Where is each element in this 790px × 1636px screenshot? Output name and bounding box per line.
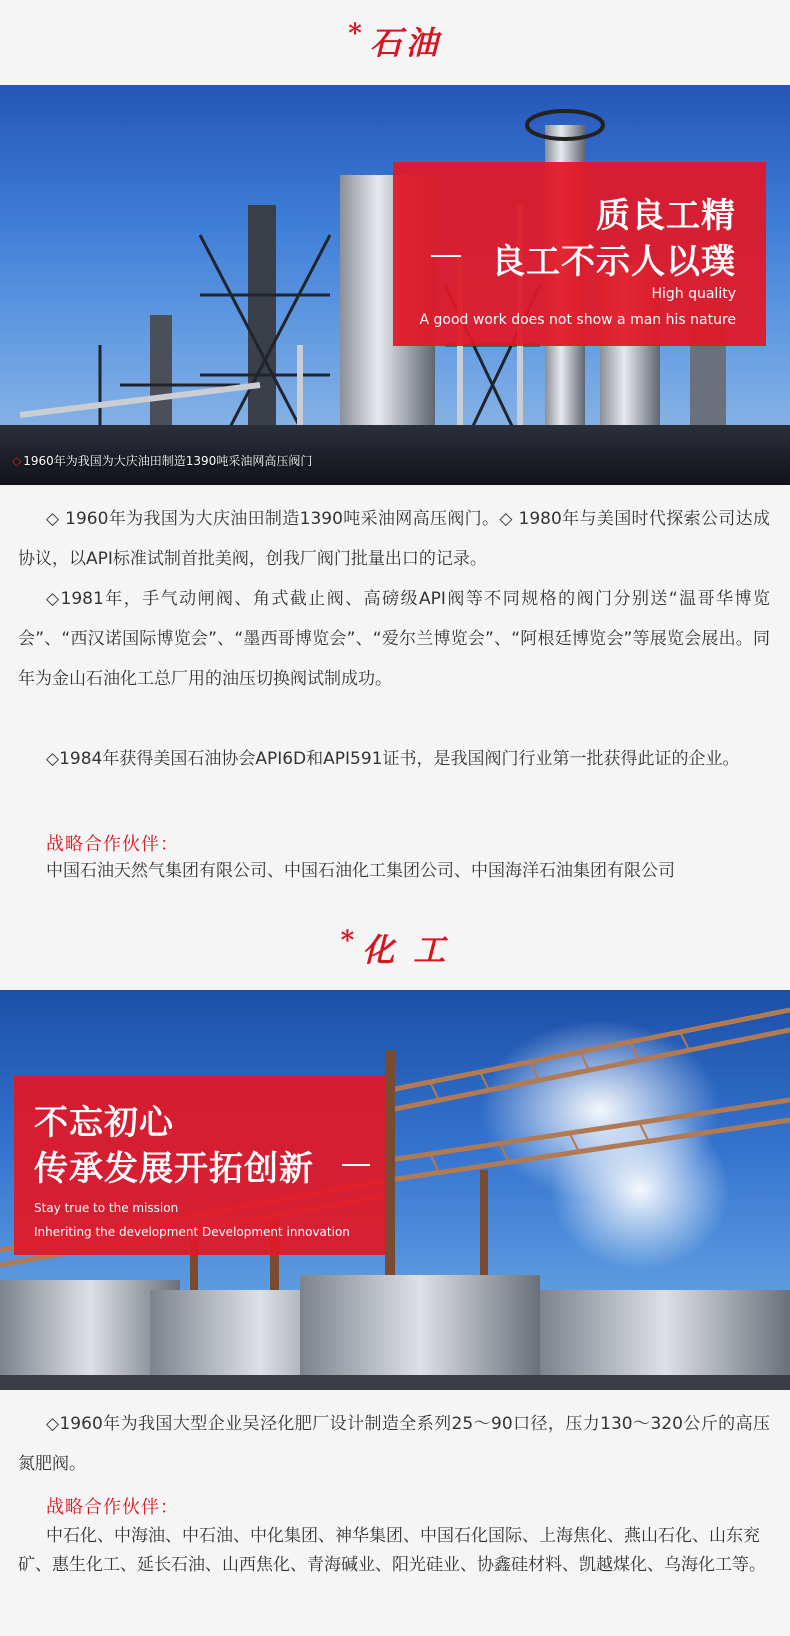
section-title-chemical — [0, 925, 790, 971]
image-caption — [12, 452, 312, 469]
slogan-en-2: Inheriting the development Development innovation — [34, 1225, 350, 1239]
paragraph-1960-chemical: ◇1960年为我国大型企业吴泾化肥厂设计制造全系列25～90口径，压力130～320公斤的高压氮肥阀。 — [18, 1414, 770, 1474]
slogan-en-2: A good work does not show a man his nature — [419, 312, 736, 328]
star-mark: * — [348, 19, 366, 49]
hero-image-refinery — [0, 85, 790, 485]
slogan-line-1: 质良工精 — [596, 196, 736, 236]
section-title-petroleum — [0, 18, 790, 64]
slogan-en-1: Stay true to the mission — [34, 1201, 179, 1215]
caption-text: 1960年为我国为大庆油田制造1390吨采油网高压阀门 — [23, 454, 313, 468]
paragraph-1981: ◇1981年，手气动闸阀、角式截止阀、高磅级API阀等不同规格的阀门分别送“温哥华博览会”、“西汉诺国际博览会”、“墨西哥博览会”、“爱尔兰博览会”、“阿根廷博览会”等展览会展出。同年为金山石油化工总厂用的油压切换阀试制成功。 — [18, 589, 770, 689]
slogan-line-1: 不忘初心 — [34, 1103, 174, 1143]
dash-divider — [431, 255, 461, 257]
paragraph-1980: ◇ 1960年为我国为大庆油田制造1390吨采油网高压阀门。◇ 1980年与美国时代探索公司达成协议，以API标准试制首批美阀，创我厂阀门批量出口的记录。 — [18, 509, 770, 569]
slogan-box — [393, 162, 766, 346]
hero-image-chemical-plant — [0, 990, 790, 1390]
slogan-en-1: High quality — [651, 286, 736, 302]
dash-divider — [342, 1164, 370, 1166]
diamond-icon: ◇ — [12, 454, 22, 468]
partners-list: 中石化、中海油、中石油、中化集团、神华集团、中国石化国际、上海焦化、燕山石化、山东兖矿、惠生化工、延长石油、山西焦化、青海碱业、阳光硅业、协鑫硅材料、凯越煤化、乌海化工等。 — [18, 1526, 766, 1575]
paragraph-1984: ◇1984年获得美国石油协会API6D和API591证书，是我国阀门行业第一批获得此证的企业。 — [46, 749, 740, 769]
partners-list: 中国石油天然气集团有限公司、中国石油化工集团公司、中国海洋石油集团有限公司 — [46, 861, 675, 881]
partners-heading: 战略合作伙伴： — [46, 1497, 179, 1518]
partners-heading: 战略合作伙伴： — [46, 834, 179, 855]
section-title-text: 化 工 — [362, 931, 450, 969]
section-title-text: 石油 — [369, 24, 442, 62]
star-mark: * — [340, 926, 359, 956]
slogan-line-2: 良工不示人以璞 — [491, 242, 736, 282]
slogan-box — [14, 1075, 386, 1255]
slogan-line-2: 传承发展开拓创新 — [34, 1149, 314, 1189]
